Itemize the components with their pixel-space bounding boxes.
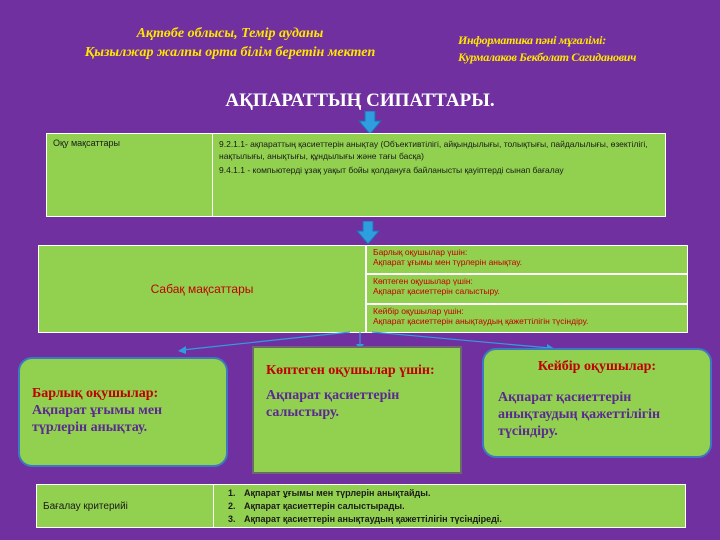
lesson-goal-row bbox=[365, 305, 687, 332]
lesson-goal-head: Барлық оқушылар үшін: bbox=[373, 247, 468, 257]
goal-box-heading: Кейбір оқушылар: bbox=[537, 359, 657, 374]
lesson-goal-text: Ақпарат ұғымы мен түрлерін анықтау. bbox=[373, 257, 523, 267]
lesson-goals-list bbox=[365, 246, 687, 332]
objectives-label: Оқу мақсаттары bbox=[47, 134, 213, 216]
criteria-item: 1. Ақпарат ұғымы мен түрлерін анықтайды. bbox=[238, 487, 685, 500]
teacher-line-2: Курмалаков Бекболат Сагиданович bbox=[458, 50, 637, 64]
lesson-goal-row bbox=[365, 246, 687, 275]
criteria-list bbox=[214, 485, 685, 527]
lesson-goals-table bbox=[38, 245, 688, 333]
criteria-item: 3. Ақпарат қасиеттерін анықтаудың қажеттілігін түсіндіреді. bbox=[238, 513, 685, 526]
lesson-goal-text: Ақпарат қасиеттерін салыстыру. bbox=[373, 286, 500, 297]
objectives-table bbox=[46, 133, 666, 217]
goal-box-heading: Көптеген оқушылар үшін: bbox=[266, 363, 435, 378]
goal-box-all-students bbox=[18, 357, 228, 467]
teacher-line-1: Информатика пәні мұғалімі: bbox=[458, 33, 606, 47]
goal-box-text: Ақпарат қасиеттерін салыстыру. bbox=[266, 388, 400, 420]
school-heading bbox=[30, 24, 430, 62]
lesson-goal-text: Ақпарат қасиеттерін анықтаудың қажеттілігін түсіндіру. bbox=[373, 315, 589, 326]
objectives-content bbox=[213, 134, 665, 216]
goal-box-many-students bbox=[252, 346, 462, 474]
lesson-goal-head: Көптеген оқушылар үшін: bbox=[373, 276, 473, 287]
criteria-label: Бағалау критерийі bbox=[37, 485, 214, 527]
school-line-1: Ақтөбе облысы, Темір ауданы bbox=[136, 26, 324, 41]
criteria-item: 2. Ақпарат қасиеттерін салыстырады. bbox=[238, 500, 685, 513]
goal-box-text: Ақпарат қасиеттерін анықтаудың қажеттілігін түсіндіру. bbox=[498, 390, 661, 439]
arrow-head-icon bbox=[178, 346, 186, 354]
goal-box-heading: Барлық оқушылар: bbox=[32, 386, 159, 401]
goal-box-text: Ақпарат ұғымы мен түрлерін анықтау. bbox=[32, 403, 163, 435]
goal-box-some-students bbox=[482, 348, 712, 458]
lesson-goal-row bbox=[365, 275, 687, 304]
school-line-2: Қызылжар жалпы орта білім беретін мектеп bbox=[84, 45, 376, 60]
assessment-criteria-table bbox=[36, 484, 686, 528]
lesson-goal-head: Кейбір оқушылар үшін: bbox=[373, 305, 464, 316]
arrow-down-icon bbox=[356, 221, 380, 245]
teacher-heading bbox=[458, 32, 718, 66]
arrow-down-icon bbox=[358, 111, 382, 135]
objective-item-1: 9.2.1.1- ақпараттың қасиеттерін анықтау (Объективтілігі, айқындылығы, толықтығы, пайдалылығы, өзектілігі, нақтылығы, анықтығы, құндылығы және тағы басқа) bbox=[219, 139, 648, 161]
lesson-goals-label: Сабақ мақсаттары bbox=[150, 282, 254, 296]
page-title: АҚПАРАТТЫҢ СИПАТТАРЫ. bbox=[225, 90, 495, 111]
objective-item-2: 9.4.1.1 - компьютерді ұзақ уақыт бойы қолдануға байланысты қауіптерді сынап бағалау bbox=[219, 165, 564, 175]
